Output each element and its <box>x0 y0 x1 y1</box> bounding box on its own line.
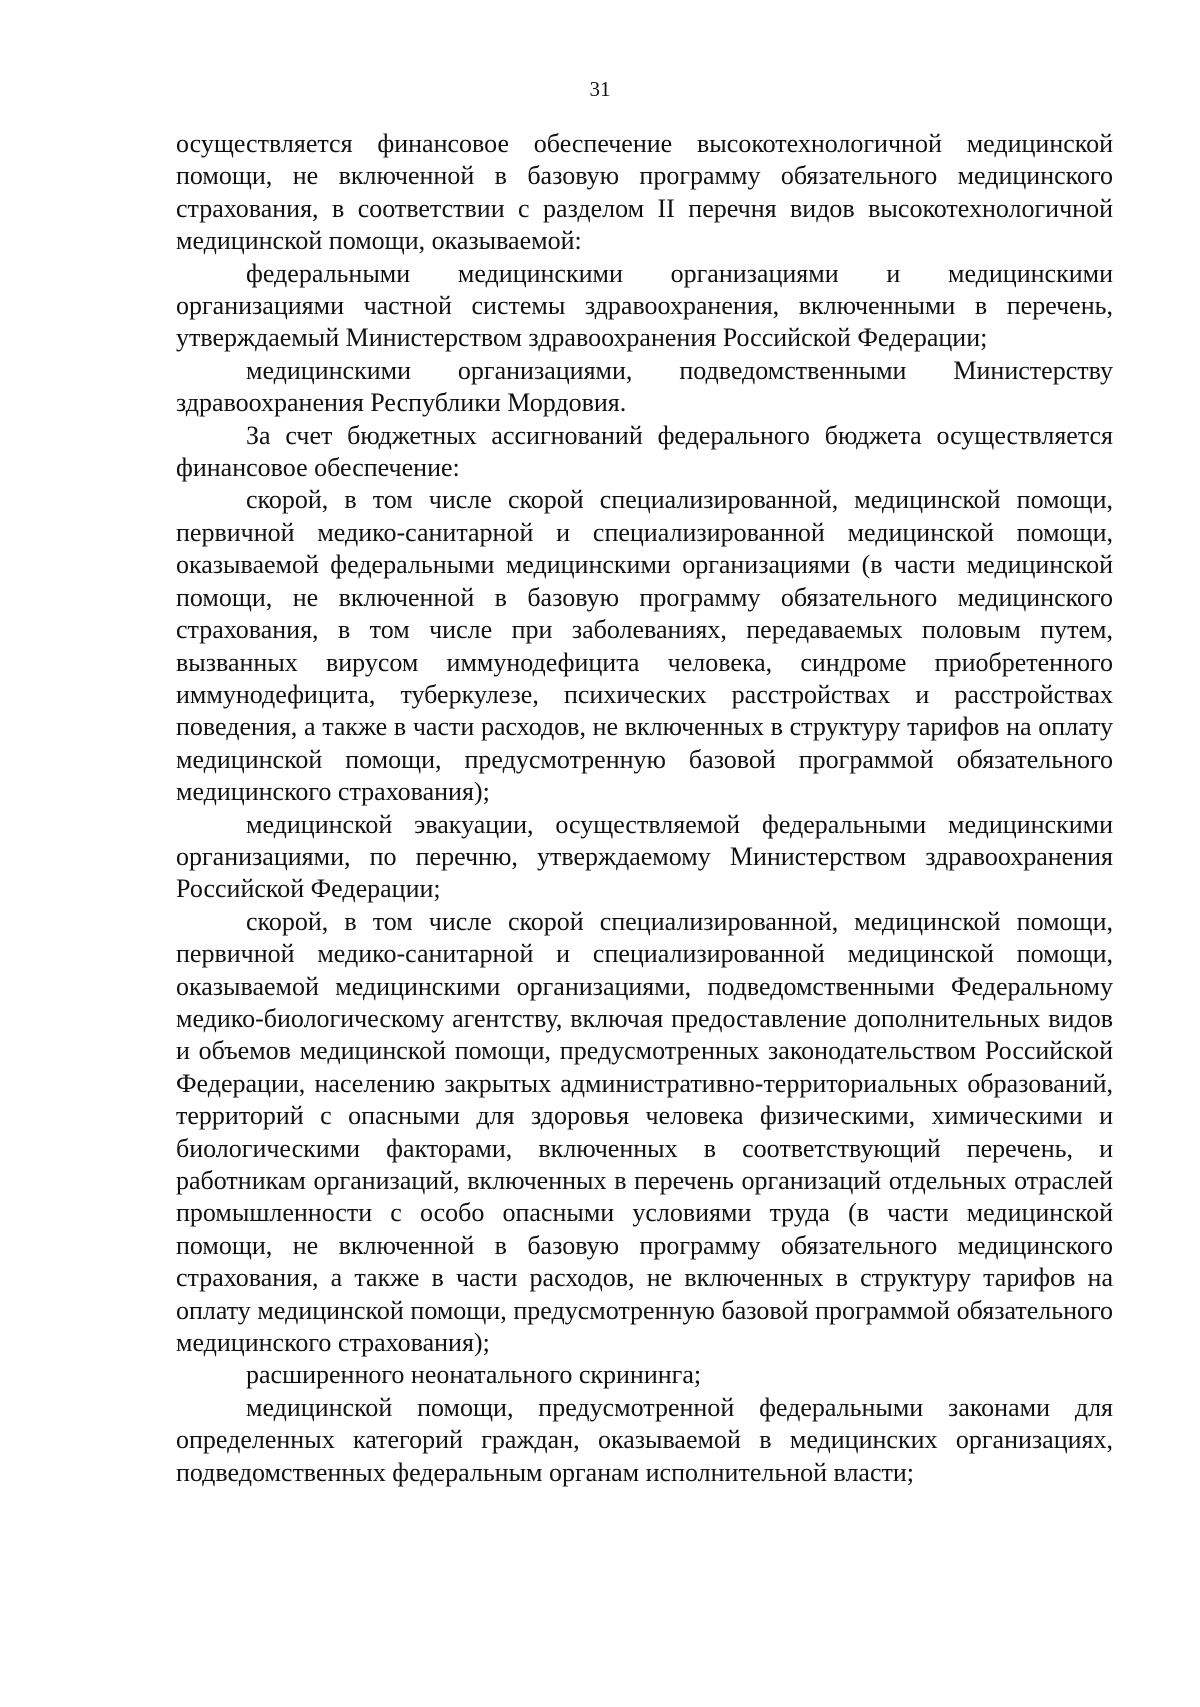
paragraph-emergency-care-federal: скорой, в том числе скорой специализированной, медицинской помощи, первичной медико-санитарной и специализированной медицинской помощи, оказываемой федеральными медицинскими организациями (в части медицинской помощи, не включенной в базовую программу обязательного медицинского страхования, в том числе при заболеваниях, передаваемых половым путем, вызванных вирусом иммунодефицита человека, синдроме приобретенного иммунодефицита, туберкулезе, психических расстройствах и расстройствах поведения, а также в части расходов, не включенных в структуру тарифов на оплату медицинской помощи, предусмотренную базовой программой обязательного медицинского страхования); <box>176 485 1113 807</box>
paragraph-federal-budget-intro: За счет бюджетных ассигнований федерального бюджета осуществляется финансовое обеспечение: <box>176 420 1113 483</box>
document-body <box>176 128 1113 1489</box>
paragraph-fmba-care: скорой, в том числе скорой специализированной, медицинской помощи, первичной медико-санитарной и специализированной медицинской помощи, оказываемой медицинскими организациями, подведомственными Федеральному медико-биологическому агентству, включая предоставление дополнительных видов и объемов медицинской помощи, предусмотренных законодательством Российской Федерации, населению закрытых административно-территориальных образований, территорий с опасными для здоровья человека физическими, химическими и биологическими факторами, включенных в соответствующий перечень, и работникам организаций, включенных в перечень организаций отдельных отраслей промышленности с особо опасными условиями труда (в части медицинской помощи, не включенной в базовую программу обязательного медицинского страхования, а также в части расходов, не включенных в структуру тарифов на оплату медицинской помощи, предусмотренную базовой программой обязательного медицинского страхования); <box>176 906 1113 1358</box>
paragraph-medical-evacuation: медицинской эвакуации, осуществляемой федеральными медицинскими организациями, по перечню, утверждаемому Министерством здравоохранения Российской Федерации; <box>176 809 1113 904</box>
paragraph-mordovia-organizations: медицинскими организациями, подведомственными Министерству здравоохранения Республики Мордовия. <box>176 355 1113 418</box>
paragraph-special-categories: медицинской помощи, предусмотренной федеральными законами для определенных категорий граждан, оказываемой в медицинских организациях, подведомственных федеральным органам исполнительной власти; <box>176 1392 1113 1487</box>
paragraph-federal-organizations: федеральными медицинскими организациями и медицинскими организациями частной системы здравоохранения, включенными в перечень, утверждаемый Министерством здравоохранения Российской Федерации; <box>176 258 1113 353</box>
paragraph-hightech-funding: осуществляется финансовое обеспечение высокотехнологичной медицинской помощи, не включенной в базовую программу обязательного медицинского страхования, в соответствии с разделом II перечня видов высокотехнологичной медицинской помощи, оказываемой: <box>176 129 1113 256</box>
paragraph-neonatal-screening: расширенного неонатального скрининга; <box>246 1360 702 1390</box>
page-number: 31 <box>589 77 611 101</box>
